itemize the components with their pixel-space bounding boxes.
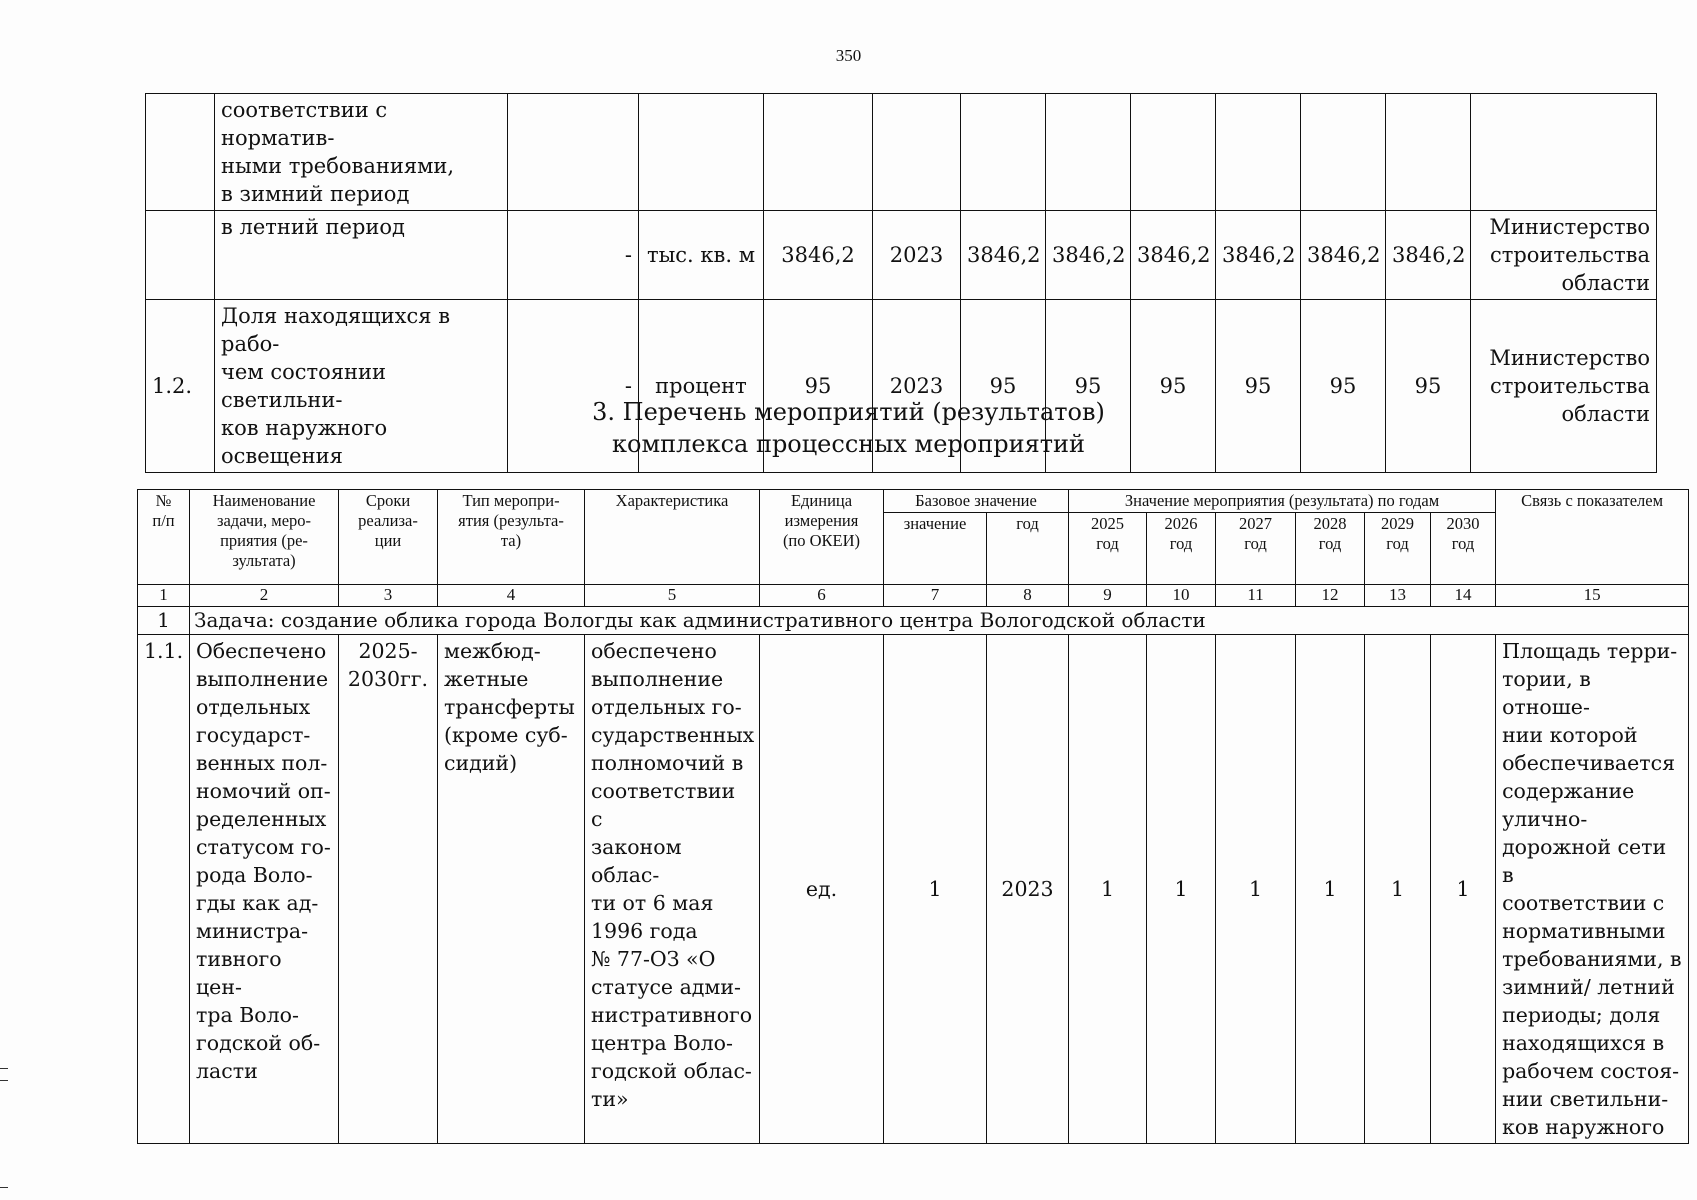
- item-value-2029: 1: [1365, 635, 1431, 1144]
- item-number: 1.1.: [138, 635, 190, 1144]
- item-unit: ед.: [760, 635, 884, 1144]
- header-year-2029: 2029 год: [1365, 513, 1431, 585]
- value-2028: 95: [1216, 300, 1301, 473]
- section-heading: [0, 396, 1697, 460]
- header-characteristic: Характеристика: [585, 490, 760, 585]
- row-number: [146, 211, 215, 300]
- header-unit: Единица измерения (по ОКЕИ): [760, 490, 884, 585]
- section-title-line2: комплекса процессных мероприятий: [612, 430, 1085, 458]
- unit: тыс. кв. м: [639, 211, 764, 300]
- value-2025: [961, 94, 1046, 211]
- base-year: [873, 94, 961, 211]
- header-name: Наименование задачи, меро- приятия (ре- зультата): [190, 490, 339, 585]
- indicator-type: -: [508, 300, 639, 473]
- value-2027: 95: [1131, 300, 1216, 473]
- header-base-value: значение: [884, 513, 987, 585]
- responsible: Министерство строительства области: [1471, 300, 1657, 473]
- row-number: [146, 94, 215, 211]
- item-value-2026: 1: [1147, 635, 1216, 1144]
- task-number: 1: [138, 607, 190, 635]
- item-value-2027: 1: [1216, 635, 1296, 1144]
- value-2030: [1386, 94, 1471, 211]
- indicator-name: соответствии с норматив- ными требованиями, в зимний период: [215, 94, 508, 211]
- page-number: 350: [835, 46, 862, 65]
- table-row: [138, 635, 1689, 1144]
- value-2029: 3846,2: [1301, 211, 1386, 300]
- base-year: 2023: [873, 211, 961, 300]
- header-year-2026: 2026 год: [1147, 513, 1216, 585]
- base-value: 3846,2: [764, 211, 873, 300]
- value-2028: 3846,2: [1216, 211, 1301, 300]
- base-value: 95: [764, 300, 873, 473]
- task-row: [138, 607, 1689, 635]
- column-number: 8: [987, 585, 1069, 607]
- scan-margin-mark: [0, 1068, 8, 1069]
- column-number: 7: [884, 585, 987, 607]
- table-row: [146, 211, 1657, 300]
- indicator-type: [508, 94, 639, 211]
- header-terms: Сроки реализа- ции: [339, 490, 438, 585]
- task-text: Задача: создание облика города Вологды как административного центра Вологодской области: [190, 607, 1689, 635]
- item-value-2030: 1: [1431, 635, 1496, 1144]
- item-name: Обеспечено выполнение отдельных государст- венных пол- номочий оп- ределенных статусом го- рода Воло- гды как ад- министра- тивного цен- тра Воло- годской об- ласти: [190, 635, 339, 1144]
- value-2025: 3846,2: [961, 211, 1046, 300]
- column-number-row: [138, 585, 1689, 607]
- header-year-2027: 2027 год: [1216, 513, 1296, 585]
- unit: процент: [639, 300, 764, 473]
- table-row: [146, 94, 1657, 211]
- value-2027: 3846,2: [1131, 211, 1216, 300]
- header-type: Тип меропри- ятия (результа- та): [438, 490, 585, 585]
- column-number: 11: [1216, 585, 1296, 607]
- value-2026: 3846,2: [1046, 211, 1131, 300]
- value-2026: [1046, 94, 1131, 211]
- base-year: 2023: [873, 300, 961, 473]
- header-year-2025: 2025 год: [1069, 513, 1147, 585]
- column-number: 12: [1296, 585, 1365, 607]
- header-link: Связь с показателем: [1496, 490, 1689, 585]
- indicator-type: -: [508, 211, 639, 300]
- scan-margin-mark: [0, 1080, 8, 1081]
- value-2030: 3846,2: [1386, 211, 1471, 300]
- scan-margin-mark: [0, 1187, 8, 1188]
- value-2029: 95: [1301, 300, 1386, 473]
- item-base-year: 2023: [987, 635, 1069, 1144]
- header-year-2030: 2030 год: [1431, 513, 1496, 585]
- value-2025: 95: [961, 300, 1046, 473]
- header-row: [138, 490, 1689, 513]
- column-number: 2: [190, 585, 339, 607]
- item-characteristic: обеспечено выполнение отдельных го- сударственных полномочий в соответствии с законом облас- ти от 6 мая 1996 года № 77-ОЗ «О статусе адми- нистративного центра Воло- годской облас- ти»: [585, 635, 760, 1144]
- value-2028: [1216, 94, 1301, 211]
- value-2027: [1131, 94, 1216, 211]
- responsible: [1471, 94, 1657, 211]
- item-terms: 2025- 2030гг.: [339, 635, 438, 1144]
- section-title-line1: 3. Перечень мероприятий (результатов): [592, 398, 1105, 426]
- value-2026: 95: [1046, 300, 1131, 473]
- base-value: [764, 94, 873, 211]
- header-num: № п/п: [138, 490, 190, 585]
- item-value-2028: 1: [1296, 635, 1365, 1144]
- value-2029: [1301, 94, 1386, 211]
- header-base-year: год: [987, 513, 1069, 585]
- value-2030: 95: [1386, 300, 1471, 473]
- header-year-2028: 2028 год: [1296, 513, 1365, 585]
- measures-table: [137, 489, 1689, 1144]
- column-number: 13: [1365, 585, 1431, 607]
- column-number: 5: [585, 585, 760, 607]
- column-number: 1: [138, 585, 190, 607]
- indicator-name: в летний период: [215, 211, 508, 300]
- header-base-group: Базовое значение: [884, 490, 1069, 513]
- item-base-value: 1: [884, 635, 987, 1144]
- item-link: Площадь терри- тории, в отноше- нии которой обеспечивается содержание улично- дорожной сети в соответствии с нормативными требованиями, в зимний/ летний периоды; доля находящихся в рабочем состоя- нии светильни- ков наружного: [1496, 635, 1689, 1144]
- column-number: 14: [1431, 585, 1496, 607]
- column-number: 3: [339, 585, 438, 607]
- responsible: Министерство строительства области: [1471, 211, 1657, 300]
- column-number: 10: [1147, 585, 1216, 607]
- row-number: 1.2.: [146, 300, 215, 473]
- column-number: 6: [760, 585, 884, 607]
- column-number: 4: [438, 585, 585, 607]
- indicator-name: Доля находящихся в рабо- чем состоянии светильни- ков наружного освещения: [215, 300, 508, 473]
- item-type: межбюд- жетные трансферты (кроме суб- сидий): [438, 635, 585, 1144]
- unit: [639, 94, 764, 211]
- column-number: 15: [1496, 585, 1689, 607]
- header-values-group: Значение мероприятия (результата) по годам: [1069, 490, 1496, 513]
- column-number: 9: [1069, 585, 1147, 607]
- item-value-2025: 1: [1069, 635, 1147, 1144]
